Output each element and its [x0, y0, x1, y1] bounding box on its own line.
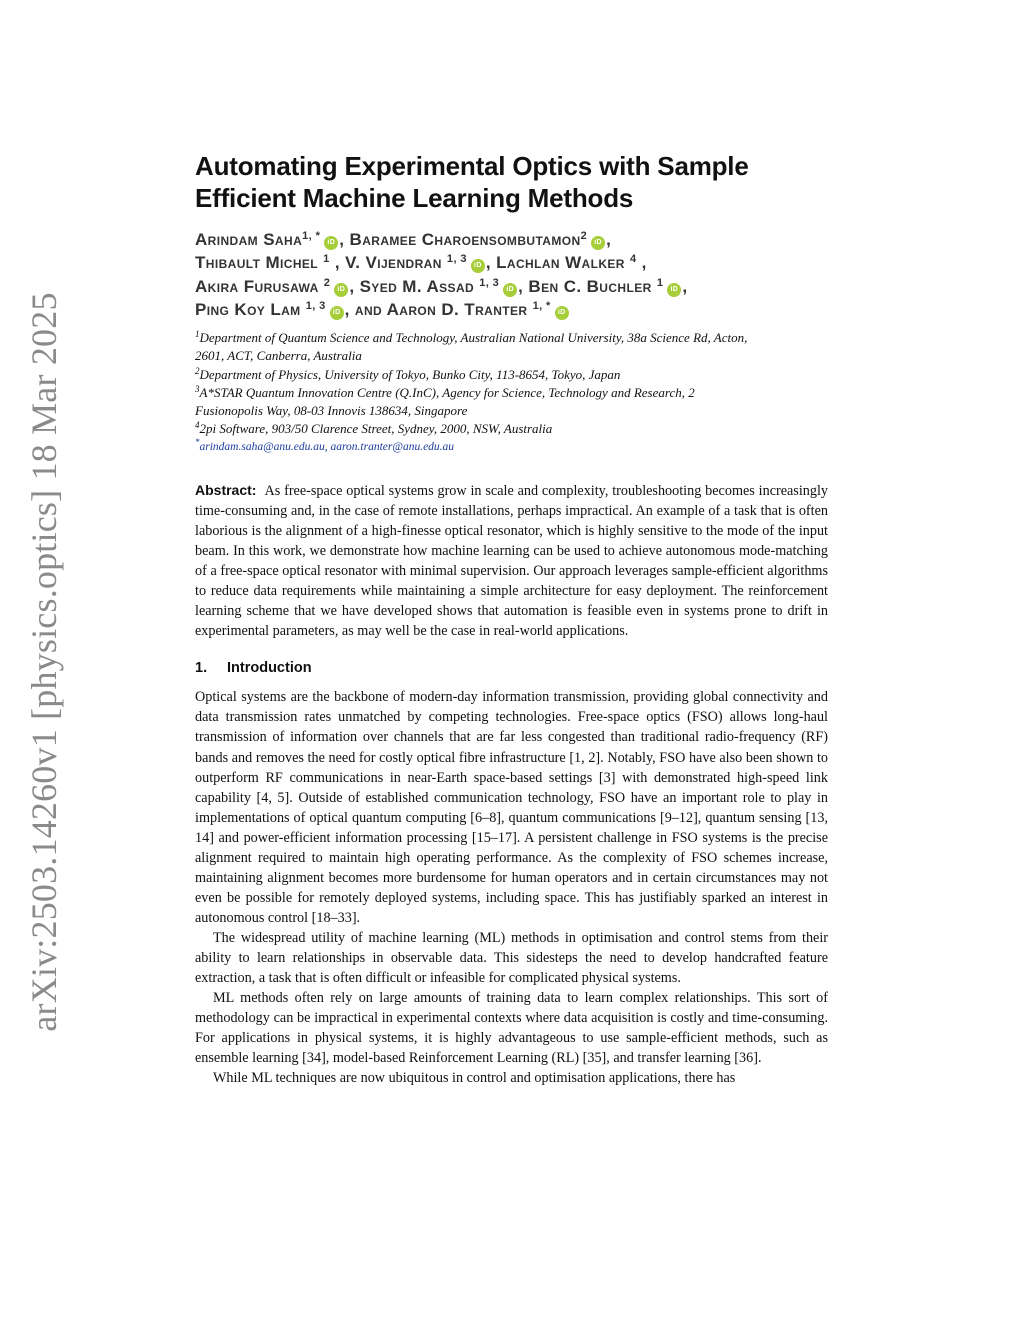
- affiliation: [195, 366, 828, 384]
- author-affil-mark: 1, 3: [446, 253, 467, 266]
- author-line: Akira Furusawa $^2$iD , Syed M. Assad $^{1, 3}$iD , Ben C. Buchler $^1$iD ,: [195, 276, 688, 296]
- author-conjunction: and: [354, 299, 383, 319]
- affiliation-text: Department of Physics, University of Tokyo, Bunko City, 113-8654, Tokyo, Japan: [199, 366, 621, 382]
- author-affil-mark: 1, *: [532, 299, 551, 312]
- orcid-icon[interactable]: iD: [471, 259, 485, 273]
- orcid-icon[interactable]: iD: [334, 283, 348, 297]
- author-affil-mark: 2: [323, 276, 331, 289]
- orcid-icon[interactable]: iD: [555, 306, 569, 320]
- affiliation-list: [195, 329, 828, 456]
- affiliation-text: A*STAR Quantum Innovation Centre (Q.InC), Agency for Science, Technology and Research, 2: [199, 384, 695, 400]
- affiliation-number: 2: [195, 365, 200, 376]
- body-paragraph: While ML techniques are now ubiquitous in control and optimisation applications, there has: [213, 1070, 736, 1087]
- paper-title: [195, 150, 828, 214]
- arxiv-identifier-stamp: arXiv:2503.14260v1 [physics.optics] 18 Mar 2025: [24, 292, 64, 1032]
- author-line: Thibault Michel $^1$ , V. Vijendran $^{1, 3}$iD , Lachlan Walker $^4$ ,: [195, 253, 647, 273]
- body-paragraph: Optical systems are the backbone of modern-day information transmission, providing global connectivity and data transmission rates unmatched by competing technologies. Free-space optics (FSO) allows long-haul transmission of information over channels that are far less congested than traditional radio-frequency (RF) bands and removes the need for costly optical fibre infrastructure [1, 2]. Notably, FSO have also been shown to outperform RF communications in near-Earth space-based settings [3] with demonstrated high-speed link capability [4, 5]. Outside of established communication technology, FSO have an important role to play in implementations of optical quantum computing [6–8], quantum communications [9–12], quantum sensing [13, 14] and power-efficient information processing [15–17]. A persistent challenge in FSO systems is the precise alignment required to maintain high operating performance. As the complexity of FSO schemes increase, maintaining alignment becomes more burdensome for human operators and in certain circumstances may not even be possible for remotely deployed systems, including space. This has justifiably sparked an interest in autonomous control [18–33].: [195, 689, 828, 926]
- paper-page: [195, 150, 828, 1088]
- author-name: Akira Furusawa: [195, 276, 319, 296]
- affiliation-continued: Fusionopolis Way, 08-03 Innovis 138634, Singapore: [195, 403, 468, 418]
- affiliation-number: 4: [195, 420, 200, 431]
- author-line: Ping Koy Lam $^{1, 3}$iD , and Aaron D. Tranter $^{1, *}$iD: [195, 298, 828, 321]
- affiliation-text: Department of Quantum Science and Technology, Australian National University, 38a Science Rd, Acton,: [199, 330, 748, 346]
- affiliation-continued: 2601, ACT, Canberra, Australia: [195, 348, 362, 364]
- affiliation: [195, 384, 828, 402]
- author-affil-mark: 1, 3: [479, 276, 500, 289]
- body-paragraph: ML methods often rely on large amounts of training data to learn complex relationships. This sort of methodology can be impractical in experimental contexts where data acquisition is costly and time-consuming. For applications in physical systems, it is highly advantageous to use sample-efficient methods, such as ensemble learning [34], model-based Reinforcement Learning (RL) [35], and transfer learning [36].: [195, 990, 828, 1067]
- author-list: [195, 228, 828, 321]
- abstract-text: As free-space optical systems grow in scale and complexity, troubleshooting becomes increasingly time-consuming and, in the case of remote installations, perhaps impractical. An example of a task that is often laborious is the alignment of a high-finesse optical resonator, which is highly sensitive to the mode of the input beam. In this work, we demonstrate how machine learning can be used to achieve autonomous mode-matching of a free-space optical resonator with minimal supervision. Our approach leverages sample-efficient algorithms to reduce data requirements while maintaining a simple architecture for easy deployment. The reinforcement learning scheme that we have developed shows that automation is feasible even in systems prone to drift in experimental parameters, as may well be the case in real-world applications.: [195, 482, 828, 640]
- author-name: Baramee Charoensombutamon: [349, 230, 581, 249]
- affiliation-text: 2pi Software, 903/50 Clarence Street, Sydney, 2000, NSW, Australia: [199, 421, 553, 437]
- section-heading: [195, 658, 828, 678]
- title-line: Automating Experimental Optics with Sample: [195, 151, 749, 181]
- orcid-icon[interactable]: iD: [503, 283, 517, 297]
- author-line: Arindam Saha$^{1, *}$iD , Baramee Charoensombutamon$^2$iD ,: [195, 230, 612, 249]
- abstract-label: Abstract:: [195, 481, 257, 498]
- author-name: Lachlan Walker: [496, 253, 625, 273]
- email-links[interactable]: arindam.saha@anu.edu.au, aaron.tranter@anu.edu.au: [199, 441, 455, 454]
- author-name: V. Vijendran: [345, 253, 442, 273]
- author-name: Ping Koy Lam: [195, 299, 301, 319]
- author-name: Thibault Michel: [195, 253, 319, 273]
- author-name: Arindam Saha: [195, 230, 303, 249]
- author-affil-mark: 1, *: [302, 230, 321, 242]
- abstract: [195, 480, 828, 642]
- orcid-icon[interactable]: iD: [324, 236, 338, 250]
- corresponding-mark: *: [195, 437, 200, 448]
- title-line: Efficient Machine Learning Methods: [195, 183, 634, 213]
- orcid-icon[interactable]: iD: [591, 236, 605, 250]
- orcid-icon[interactable]: iD: [667, 283, 681, 297]
- affiliation-number: 1: [195, 329, 200, 340]
- affiliation: [195, 329, 828, 347]
- affiliation: [195, 420, 828, 438]
- section-title: Introduction: [227, 660, 312, 677]
- author-affil-mark: 2: [580, 230, 588, 242]
- corresponding-emails: [195, 438, 828, 456]
- affiliation-number: 3: [195, 383, 200, 394]
- author-name: Ben C. Buchler: [528, 276, 652, 296]
- orcid-icon[interactable]: iD: [330, 306, 344, 320]
- author-affil-mark: 1, 3: [305, 299, 326, 312]
- section-number: 1.: [195, 660, 208, 677]
- author-affil-mark: 1: [656, 276, 664, 289]
- author-affil-mark: 1: [323, 253, 330, 266]
- author-affil-mark: 4: [630, 253, 637, 266]
- author-name: Syed M. Assad: [359, 276, 475, 296]
- author-name: Aaron D. Tranter: [386, 299, 528, 319]
- body-paragraph: The widespread utility of machine learning (ML) methods in optimisation and control stems from their ability to learn relationships in observable data. This sidesteps the need to develop handcrafted feature extraction, a task that is often difficult or infeasible for complicated physical systems.: [195, 929, 828, 987]
